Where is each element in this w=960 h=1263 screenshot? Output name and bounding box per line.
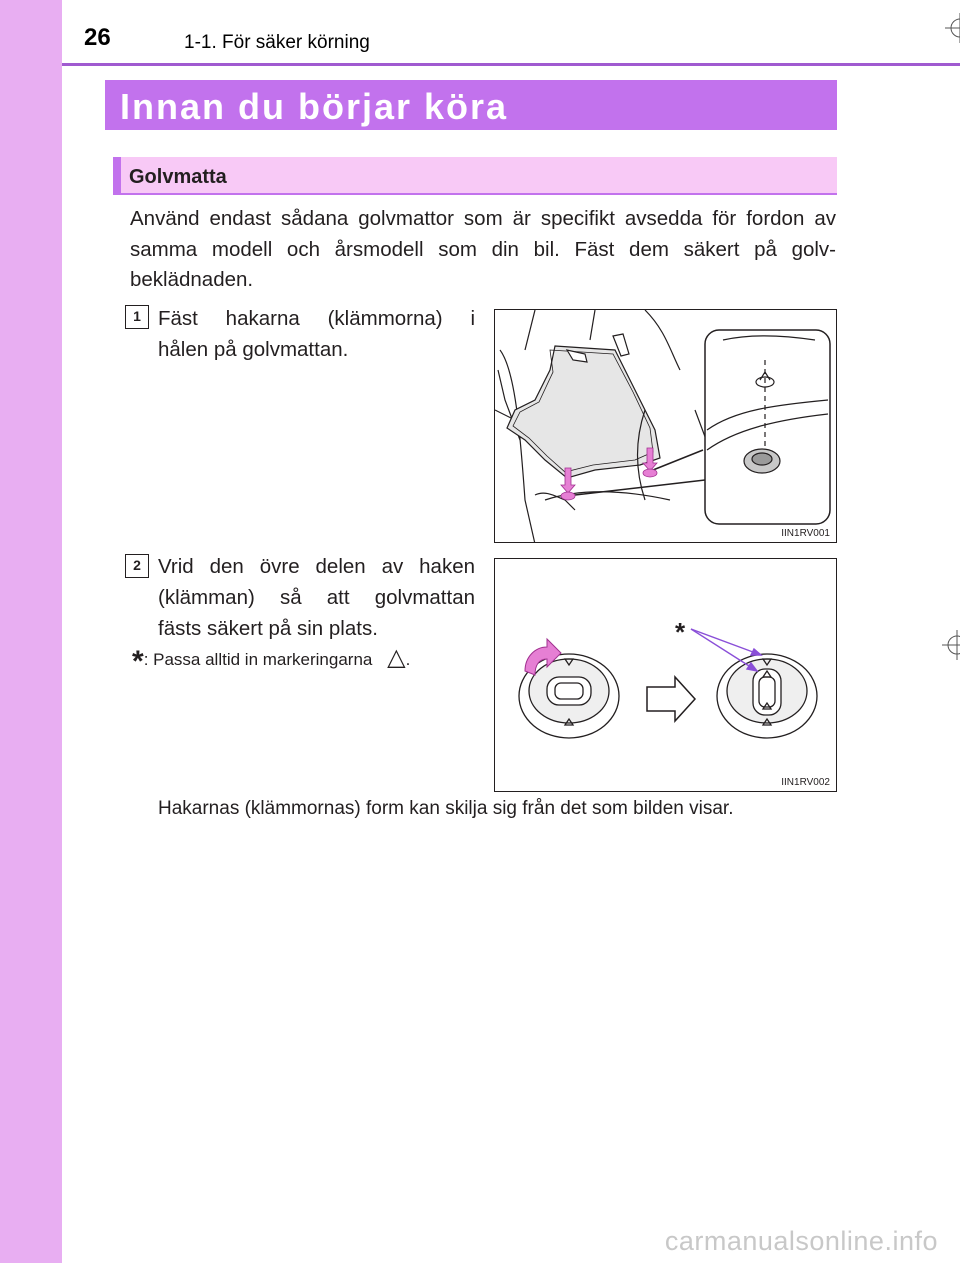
step-2-line: (klämman) så att golvmattan — [158, 586, 475, 609]
triangle-mark-icon: △ — [387, 644, 406, 671]
figure-clip-rotation — [494, 558, 837, 792]
chapter-title: 1-1. För säker körning — [184, 32, 370, 53]
step-text-2 — [158, 551, 475, 644]
clip-rotation-illustration — [495, 559, 837, 792]
section-heading-bar — [113, 157, 837, 195]
intro-paragraph: Använd endast sådana golvmattor som är specifikt avsedda för fordon av samma modell och årsmodell som din bil. Fäst dem säkert på golv-beklädnaden. — [130, 207, 836, 291]
watermark: carmanualsonline.info — [664, 1226, 938, 1256]
footnote-end: . — [405, 650, 411, 669]
footnote-text: : Passa alltid in markeringarna — [143, 650, 373, 669]
registration-mark-icon — [945, 13, 960, 43]
page-number: 26 — [84, 24, 111, 51]
step-1-line: Fäst hakarna (klämmorna) i — [158, 307, 475, 330]
footnote-star: * — [132, 645, 144, 678]
section-heading: Golvmatta — [129, 166, 227, 188]
step-text-1 — [158, 303, 475, 365]
page-title-bar — [105, 80, 837, 130]
step-2-line: Vrid den övre delen av haken — [158, 555, 475, 578]
header-rule — [62, 63, 960, 66]
step-number-1: 1 — [125, 305, 149, 329]
callout-star: * — [675, 617, 686, 647]
floor-mat-illustration — [495, 310, 837, 543]
step-2-line: fästs säkert på sin plats. — [158, 617, 378, 640]
shape-note: Hakarnas (klämmornas) form kan skilja sig från det som bilden visar. — [158, 798, 734, 819]
footnote — [132, 643, 410, 679]
figure-code: IIN1RV001 — [781, 528, 830, 539]
step-number-2: 2 — [125, 554, 149, 578]
page-title: Innan du börjar köra — [120, 86, 509, 127]
registration-mark-icon — [942, 630, 960, 660]
figure-floor-mat-hooks — [494, 309, 837, 543]
side-color-strip — [0, 0, 62, 1263]
step-1-line: hålen på golvmattan. — [158, 338, 349, 361]
figure-code: IIN1RV002 — [781, 777, 830, 788]
